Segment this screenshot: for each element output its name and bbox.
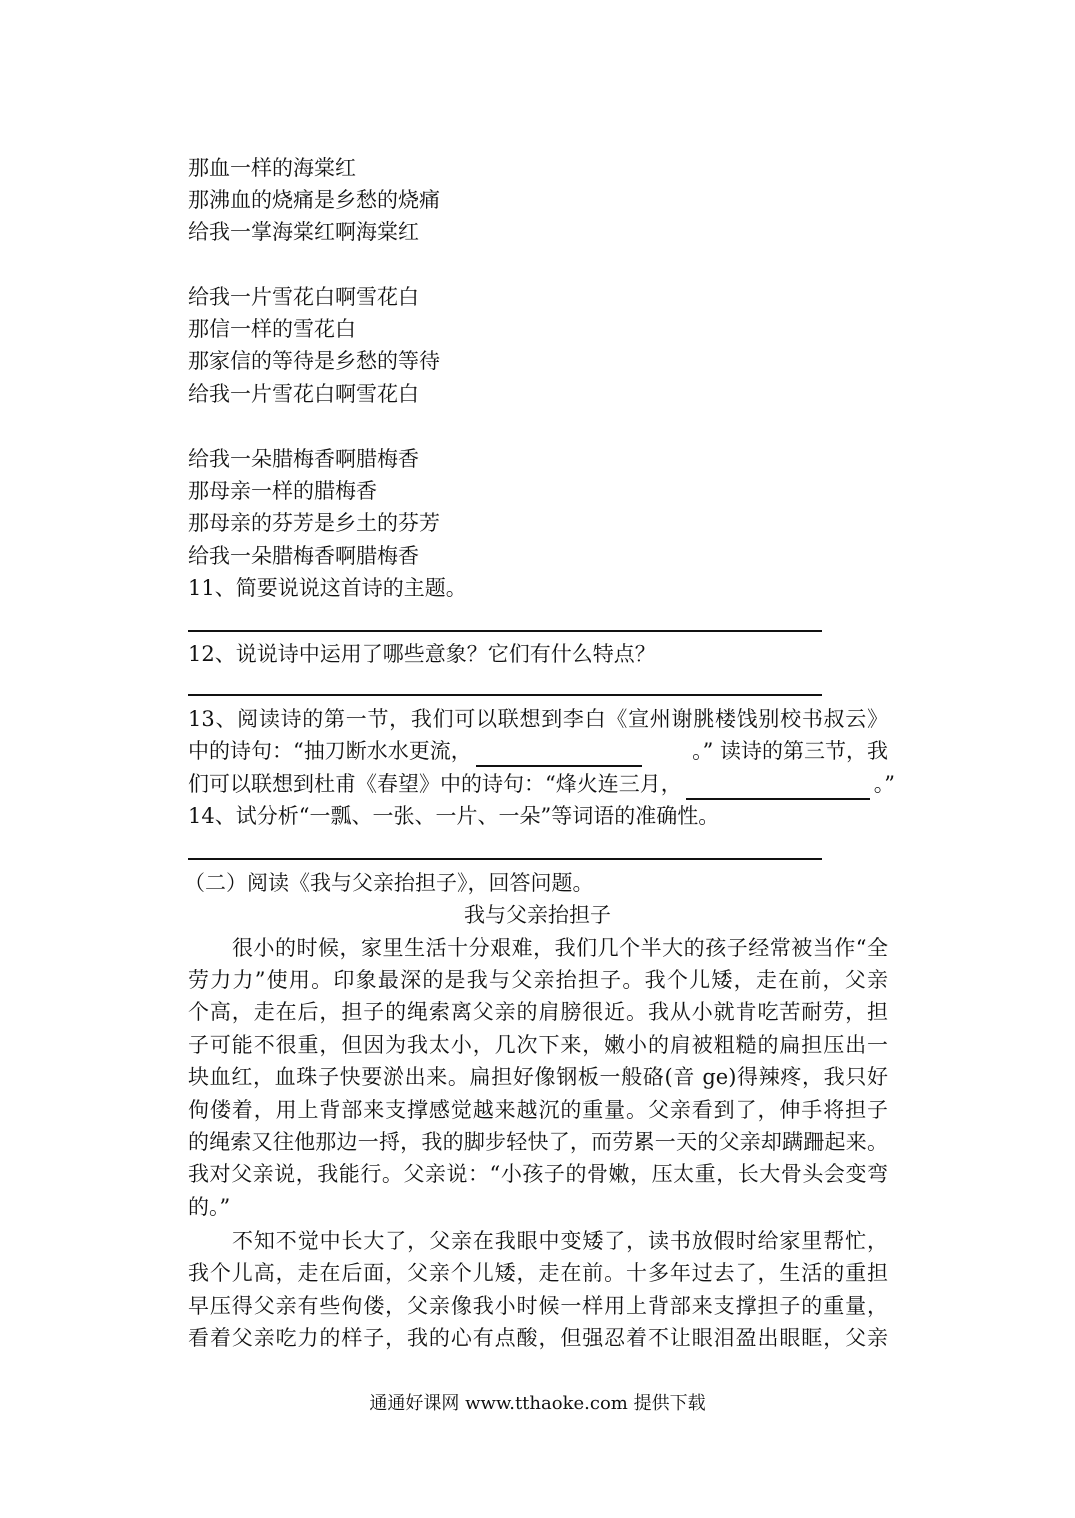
poem-line: 那母亲的芬芳是乡土的芬芳 — [188, 511, 440, 535]
question-13-line-1: 13、阅读诗的第一节，我们可以联想到李白《宣州谢朓楼饯别校书叔云》 — [188, 707, 888, 731]
fill-blank-2[interactable] — [686, 774, 870, 800]
paragraph-line: 的绳索又往他那边一捋，我的脚步轻快了，而劳累一天的父亲却蹒跚起来。 — [188, 1130, 888, 1154]
poem-line: 给我一片雪花白啊雪花白 — [188, 382, 419, 406]
poem-line: 给我一朵腊梅香啊腊梅香 — [188, 447, 419, 471]
answer-line-12[interactable] — [188, 694, 822, 696]
paragraph-line: 的。” — [188, 1195, 231, 1219]
question-13-text: 。” 读诗的第三节，我 — [692, 739, 888, 763]
question-13-line-3 — [188, 768, 895, 800]
paragraph-line: 不知不觉中长大了，父亲在我眼中变矮了，读书放假时给家里帮忙， — [232, 1229, 888, 1253]
fill-blank-1[interactable] — [476, 741, 642, 767]
paragraph-line: 很小的时候，家里生活十分艰难，我们几个半大的孩子经常被当作“全 — [232, 936, 888, 960]
poem-line: 那血一样的海棠红 — [188, 156, 356, 180]
paragraph-line: 个高，走在后，担子的绳索离父亲的肩膀很近。我从小就肯吃苦耐劳，担 — [188, 1000, 888, 1024]
paragraph-line: 看着父亲吃力的样子，我的心有点酸，但强忍着不让眼泪盈出眼眶，父亲 — [188, 1326, 888, 1350]
question-12: 12、说说诗中运用了哪些意象？它们有什么特点？ — [188, 642, 656, 666]
poem-line: 给我一片雪花白啊雪花白 — [188, 285, 419, 309]
question-14: 14、试分析“一瓢、一张、一片、一朵”等词语的准确性。 — [188, 804, 720, 828]
paragraph-line: 我对父亲说，我能行。父亲说：“小孩子的骨嫩，压太重，长大骨头会变弯 — [188, 1162, 888, 1186]
poem-line: 那母亲一样的腊梅香 — [188, 479, 377, 503]
poem-line: 给我一朵腊梅香啊腊梅香 — [188, 544, 419, 568]
poem-line: 那沸血的烧痛是乡愁的烧痛 — [188, 188, 440, 212]
paragraph-line: 佝偻着，用上背部来支撑感觉越来越沉的重量。父亲看到了，伸手将担子 — [188, 1098, 888, 1122]
answer-line-14[interactable] — [188, 858, 822, 860]
paragraph-line: 块血红，血珠子快要淤出来。扁担好像钢板一般硌(音 ge)得辣疼，我只好 — [188, 1065, 888, 1089]
paragraph-line: 早压得父亲有些佝偻，父亲像我小时候一样用上背部来支撑担子的重量， — [188, 1294, 888, 1318]
page-footer: 通通好课网 www.tthaoke.com 提供下载 — [369, 1393, 706, 1414]
paragraph-line: 我个儿高，走在后面，父亲个儿矮，走在前。十多年过去了，生活的重担 — [188, 1261, 888, 1285]
paragraph-line: 劳力力”使用。印象最深的是我与父亲抬担子。我个儿矮，走在前，父亲 — [188, 968, 888, 992]
poem-line: 那家信的等待是乡愁的等待 — [188, 349, 440, 373]
poem-line: 那信一样的雪花白 — [188, 317, 356, 341]
question-13-text: 们可以联想到杜甫《春望》中的诗句：“烽火连三月， — [188, 772, 682, 796]
answer-line-11[interactable] — [188, 630, 822, 632]
question-13-line-2 — [188, 735, 888, 767]
article-title: 我与父亲抬担子 — [464, 903, 611, 927]
section-heading: （二）阅读《我与父亲抬担子》，回答问题。 — [184, 871, 594, 895]
paragraph-line: 子可能不很重，但因为我太小，几次下来，嫩小的肩被粗糙的扁担压出一 — [188, 1033, 888, 1057]
question-11: 11、简要说说这首诗的主题。 — [188, 576, 467, 600]
question-13-text: 中的诗句：“抽刀断水水更流， — [188, 739, 472, 763]
question-13-text: 。” — [873, 772, 895, 796]
poem-line: 给我一掌海棠红啊海棠红 — [188, 220, 419, 244]
